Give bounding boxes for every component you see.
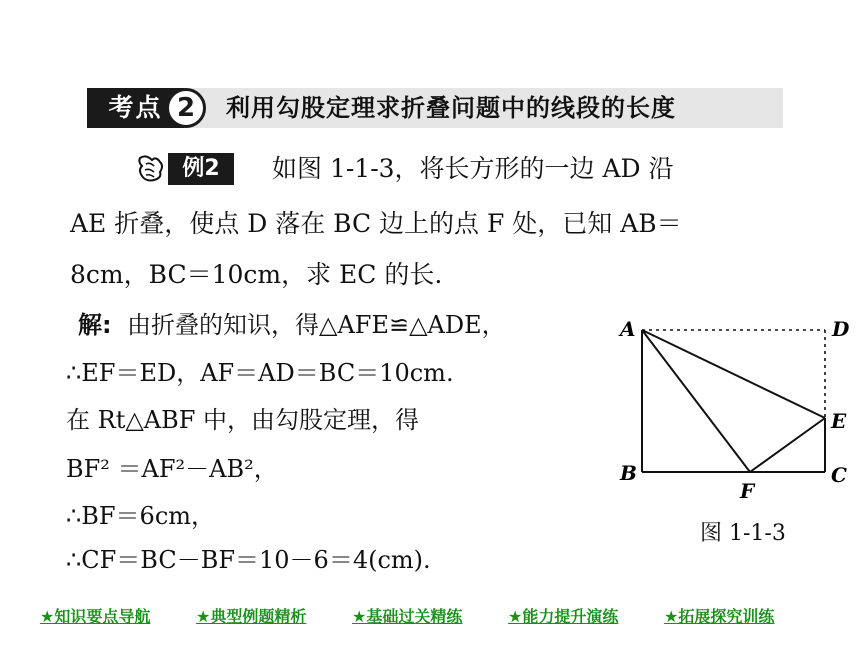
topic-tag: 考点 (87, 88, 184, 128)
solution-line-1: 由折叠的知识，得△AFE≌△ADE， (127, 311, 506, 339)
point-label-b: B (620, 461, 637, 485)
figure-caption: 图 1-1-3 (700, 521, 786, 546)
solution-line-4: BF² ＝AF²－AB²， (66, 455, 278, 483)
segment-af (642, 330, 750, 472)
point-label-e: E (831, 409, 847, 433)
nav-link-ability-practice[interactable]: ★能力提升演练 (508, 607, 619, 626)
solution-label: 解: (78, 311, 112, 339)
nav-link-basic-practice[interactable]: ★基础过关精练 (352, 607, 463, 626)
solution-line-6: ∴CF＝BC－BF＝10－6＝4(cm). (66, 546, 431, 574)
solution-line-2: ∴EF＝ED，AF＝AD＝BC＝10cm. (66, 359, 454, 387)
nav-link-extension-training[interactable]: ★拓展探究训练 (664, 607, 775, 626)
geometry-figure (600, 310, 860, 510)
topic-title: 利用勾股定理求折叠问题中的线段的长度 (226, 94, 676, 122)
solution-line-3: 在 Rt△ABF 中，由勾股定理，得 (66, 406, 420, 434)
topic-number: 2 (166, 88, 206, 128)
point-label-a: A (620, 317, 636, 341)
problem-line-1: 如图 1-1-3，将长方形的一边 AD 沿 (272, 154, 674, 183)
pointing-hand-icon (136, 152, 166, 184)
problem-line-3: 8cm，BC＝10cm，求 EC 的长. (70, 260, 443, 289)
segment-ae (642, 330, 825, 418)
problem-line-2: AE 折叠，使点 D 落在 BC 边上的点 F 处，已知 AB＝ (70, 209, 682, 238)
solution-line-5: ∴BF＝6cm， (66, 502, 216, 530)
segment-fe (750, 418, 825, 472)
point-label-d: D (832, 317, 850, 341)
point-label-c: C (831, 463, 847, 487)
example-label: 例2 (168, 153, 234, 185)
nav-link-typical-examples[interactable]: ★典型例题精析 (196, 607, 307, 626)
point-label-f: F (740, 479, 755, 503)
nav-link-knowledge-points[interactable]: ★知识要点导航 (40, 607, 151, 626)
